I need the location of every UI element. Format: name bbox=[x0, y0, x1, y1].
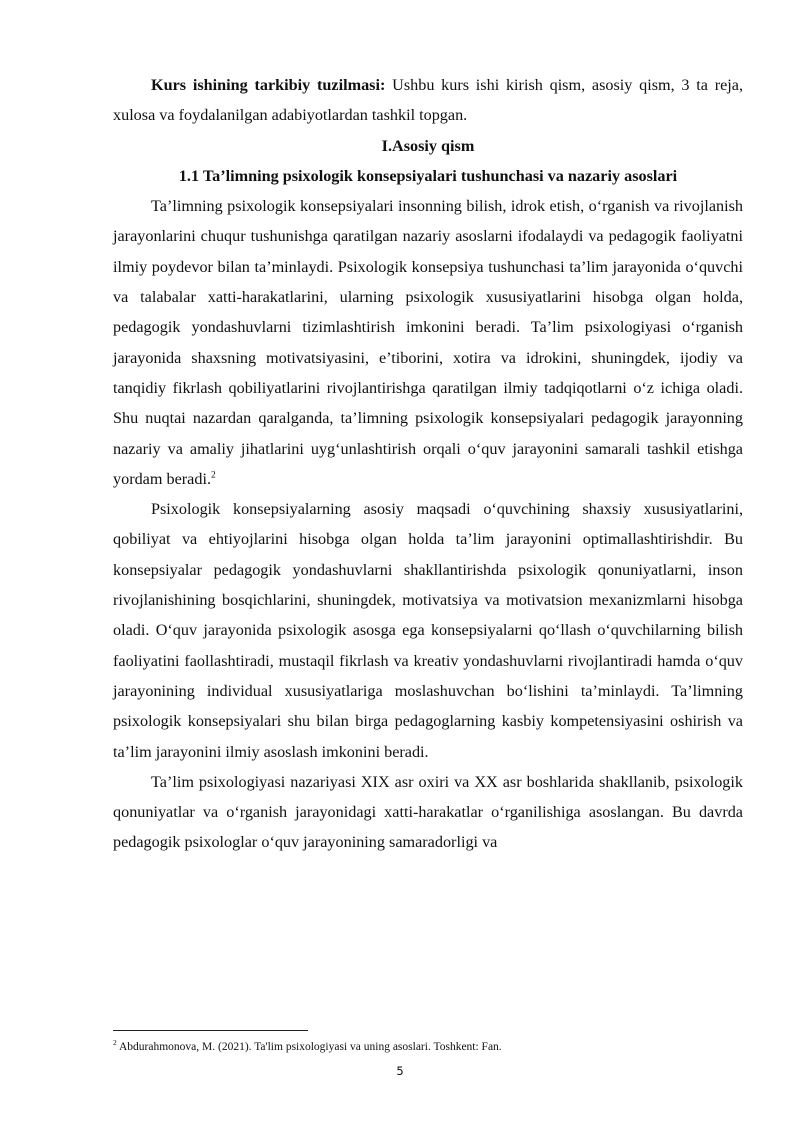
body-paragraph-3: Ta’lim psixologiyasi nazariyasi XIX asr oxiri va XX asr boshlarida shakllanib, psixologik qonuniyatlar va o‘rganish jarayonidagi xatti-harakatlar o‘rganilishiga asoslangan. Bu davrda pedagogik psixologlar o‘quv jarayonining samaradorligi va bbox=[113, 772, 743, 852]
paragraph-text: Ta’limning psixologik konsepsiyalari insonning bilish, idrok etish, o‘rganish va rivojlanish jarayonlarini chuqur tushunishga qaratilgan nazariy asoslarni ifodalaydi va pedagogik faoliyatni ilmiy poydevor bilan ta’minlaydi. Psixologik konsepsiya tushunchasi ta’lim jarayonida o‘quvchi va talabalar xatti-harakatlarini, ularning psixologik xususiyatlarini hisobga olgan holda, pedagogik yondashuvlarni tizimlashtirish imkonini beradi. Ta’lim psixologiyasi o‘rganish jarayonida shaxsning motivatsiyasini, e’tiborini, xotira va idrokini, shuningdek, ijodiy va tanqidiy fikrlash qobiliyatlarini rivojlantirishga qaratilgan ilmiy tadqiqotlarni o‘z ichiga oladi. Shu nuqtai nazardan qaralganda, ta’limning psixologik konsepsiyalari pedagogik jarayonning nazariy va amaliy jihatlarini uyg‘unlashtirish orqali o‘quv jarayonini samarali tashkil etishga yordam beradi. bbox=[113, 197, 743, 488]
page-body bbox=[113, 70, 743, 858]
footnote-text: Abdurahmonova, M. (2021). Ta'lim psixologiyasi va uning asoslari. Toshkent: Fan. bbox=[116, 1041, 502, 1053]
footnote-reference[interactable]: 2 bbox=[211, 470, 216, 481]
footnote-mark: 2 bbox=[113, 1038, 117, 1048]
subsection-title: 1.1 Ta’limning psixologik konsepsiyalari tushunchasi va nazariy asoslari bbox=[178, 166, 678, 185]
body-paragraph-2: Psixologik konsepsiyalarning asosiy maqsadi o‘quvchining shaxsiy xususiyatlarini, qobiliyat va ehtiyojlarini hisobga olgan holda ta’lim jarayonini optimallashtirishdir. Bu konsepsiyalar pedagogik yondashuvlarni shakllantirishda psixologik qonuniyatlarni, inson rivojlanishining bosqichlarini, shuningdek, motivatsiya va motivatsion mexanizmlarni hisobga oladi. O‘quv jarayonida psixologik asosga ega konsepsiyalarni qo‘llash o‘quvchilarning bilish faoliyatini faollashtiradi, mustaqil fikrlash va kreativ yondashuvlarni rivojlantiradi hamda o‘quv jarayonining individual xususiyatlariga moslashuvchan bo‘lishini ta’minlaydi. Ta’limning psixologik konsepsiyalari shu bilan birga pedagoglarning kasbiy kompetensiyasini oshirish va ta’lim jarayonini ilmiy asoslash imkonini beradi. bbox=[113, 500, 743, 761]
intro-text: Ushbu kurs ishi kirish qism, asosiy qism, 3 ta reja, xulosa va foydalanilgan adabiyotlardan tashkil topgan. bbox=[113, 76, 744, 125]
footnote-divider bbox=[113, 1030, 308, 1031]
page-number: 5 bbox=[396, 1064, 404, 1078]
intro-label: Kurs ishining tarkibiy tuzilmasi: bbox=[151, 76, 386, 94]
footnote bbox=[113, 1040, 743, 1055]
section-title: I.Asosiy qism bbox=[381, 136, 475, 155]
intro-paragraph bbox=[113, 70, 743, 131]
body-paragraph-1 bbox=[113, 191, 743, 494]
